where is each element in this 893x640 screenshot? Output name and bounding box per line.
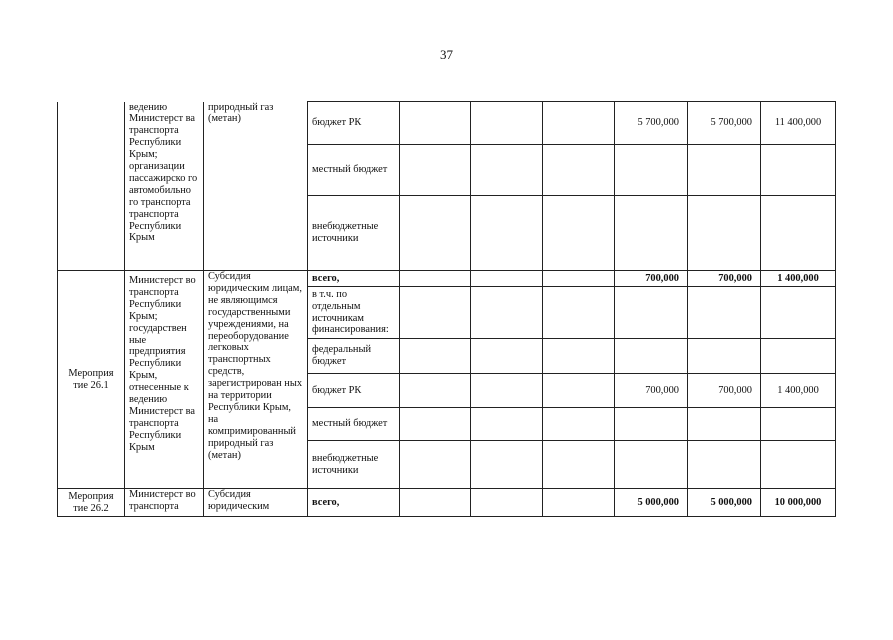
empty-cell: [471, 489, 543, 517]
empty-cell: [543, 196, 615, 271]
funding-table: [57, 101, 836, 517]
source-label: внебюджетные источники: [308, 441, 400, 489]
empty-cell: [471, 339, 543, 374]
value-cell: 5 000,000: [615, 489, 688, 517]
empty-cell: [400, 374, 471, 408]
empty-cell: [400, 102, 471, 145]
value-cell: 5 700,000: [688, 102, 761, 145]
empty-cell: [471, 374, 543, 408]
value-cell: [615, 441, 688, 489]
source-label: бюджет РК: [308, 102, 400, 145]
source-label: федеральный бюджет: [308, 339, 400, 374]
value-cell: [615, 196, 688, 271]
description-cell: Субсидия юридическим лицам, не являющимся государственными учреждениями, на переоборудование легковых транспортных средств, зарегистрирован ных на территории Республики Крым, на компримированный природный газ (метан): [204, 271, 308, 489]
empty-cell: [400, 489, 471, 517]
description-cell: природный газ (метан): [204, 102, 308, 271]
value-cell: 5 000,000: [688, 489, 761, 517]
empty-cell: [400, 408, 471, 441]
value-cell: 1 400,000: [761, 271, 836, 287]
empty-cell: [471, 196, 543, 271]
event-name-cell: Мероприя тие 26.2: [58, 489, 125, 517]
empty-cell: [471, 408, 543, 441]
value-cell: 5 700,000: [615, 102, 688, 145]
empty-cell: [400, 287, 471, 339]
value-cell: [761, 441, 836, 489]
empty-cell: [471, 271, 543, 287]
source-label: всего,: [308, 271, 400, 287]
empty-cell: [471, 102, 543, 145]
value-cell: [688, 441, 761, 489]
table-row: [58, 102, 836, 145]
value-cell: [761, 145, 836, 196]
table-row: [58, 271, 836, 287]
source-label: местный бюджет: [308, 408, 400, 441]
source-label: в т.ч. по отдельным источникам финансирования:: [308, 287, 400, 339]
empty-cell: [543, 102, 615, 145]
event-name-cell: Мероприя тие 26.1: [58, 271, 125, 489]
value-cell: [688, 196, 761, 271]
value-cell: 1 400,000: [761, 374, 836, 408]
empty-cell: [543, 374, 615, 408]
value-cell: [688, 408, 761, 441]
value-cell: [688, 287, 761, 339]
source-label: всего,: [308, 489, 400, 517]
page-number: 37: [440, 47, 453, 62]
executor-cell: ведению Министерст ва транспорта Республики Крым; организации пассажирско го автомобильно го транспорта транспорта Республики Крым: [125, 102, 204, 271]
value-cell: [615, 408, 688, 441]
event-name-cell: [58, 102, 125, 271]
value-cell: 700,000: [688, 374, 761, 408]
table-row: [58, 489, 836, 517]
empty-cell: [471, 441, 543, 489]
empty-cell: [471, 287, 543, 339]
empty-cell: [400, 339, 471, 374]
executor-cell: Министерст во транспорта: [125, 489, 204, 517]
empty-cell: [471, 145, 543, 196]
value-cell: 700,000: [688, 271, 761, 287]
value-cell: 700,000: [615, 271, 688, 287]
value-cell: [615, 145, 688, 196]
source-label: местный бюджет: [308, 145, 400, 196]
empty-cell: [543, 489, 615, 517]
description-cell: Субсидия юридическим: [204, 489, 308, 517]
source-label: бюджет РК: [308, 374, 400, 408]
value-cell: [615, 287, 688, 339]
empty-cell: [543, 145, 615, 196]
value-cell: 10 000,000: [761, 489, 836, 517]
value-cell: [761, 339, 836, 374]
empty-cell: [400, 441, 471, 489]
empty-cell: [543, 339, 615, 374]
value-cell: 11 400,000: [761, 102, 836, 145]
empty-cell: [543, 287, 615, 339]
empty-cell: [543, 408, 615, 441]
empty-cell: [543, 441, 615, 489]
executor-cell: Министерст во транспорта Республики Крым; государствен ные предприятия Республики Крым, отнесенные к ведению Министерст ва транспорта Республики Крым: [125, 271, 204, 489]
value-cell: [761, 408, 836, 441]
empty-cell: [400, 271, 471, 287]
value-cell: [688, 145, 761, 196]
source-label: внебюджетные источники: [308, 196, 400, 271]
value-cell: [688, 339, 761, 374]
value-cell: 700,000: [615, 374, 688, 408]
value-cell: [761, 287, 836, 339]
empty-cell: [543, 271, 615, 287]
value-cell: [761, 196, 836, 271]
value-cell: [615, 339, 688, 374]
empty-cell: [400, 145, 471, 196]
empty-cell: [400, 196, 471, 271]
